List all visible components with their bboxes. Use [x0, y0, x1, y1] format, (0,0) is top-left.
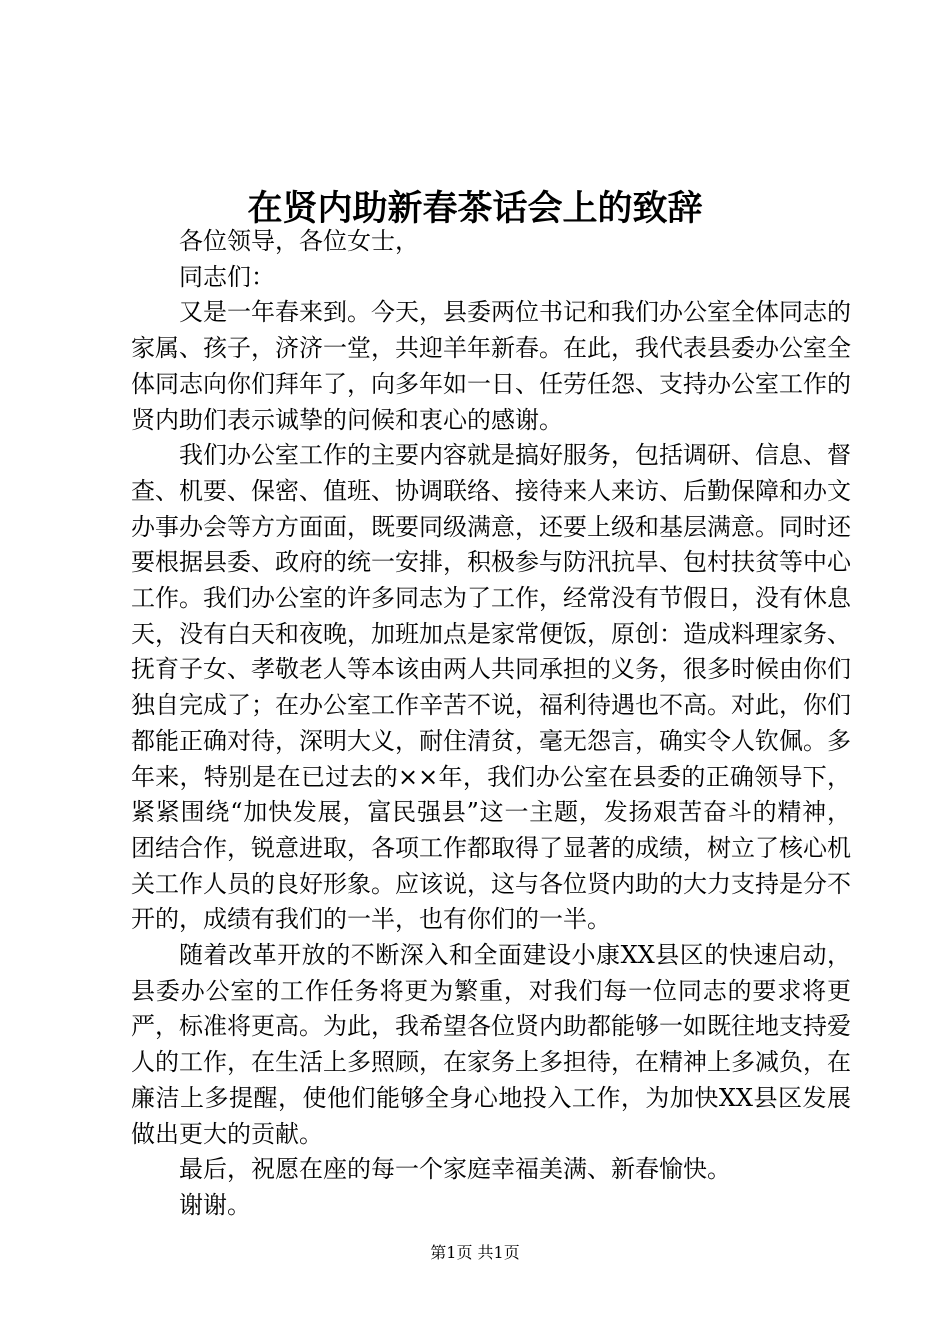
greeting-line: 同志们： [179, 262, 275, 291]
document-title: 在贤内助新春茶话会上的致辞 [247, 188, 703, 229]
body-paragraph: 我们办公室工作的主要内容就是搞好服务，包括调研、信息、督查、机要、保密、值班、协调联络、接待来人来访、后勤保障和办文办事办会等方方面面，既要同级满意，还要上级和基层满意。同时还要根据县委、政府的统一安排，积极参与防汛抗旱、包村扶贫等中心工作。我们办公室的许多同志为了工作，经常没有节假日，没有休息天，没有白天和夜晚，加班加点是家常便饭，原创：造成料理家务、抚育子女、孝敬老人等本该由两人共同承担的义务，很多时候由你们独自完成了；在办公室工作辛苦不说，福利待遇也不高。对此，你们都能正确对待，深明大义，耐住清贫，毫无怨言，确实令人钦佩。多年来，特别是在已过去的××年，我们办公室在县委的正确领导下，紧紧围绕“加快发展，富民强县”这一主题，发扬艰苦奋斗的精神，团结合作，锐意进取，各项工作都取得了显著的成绩，树立了核心机关工作人员的良好形象。应该说，这与各位贤内助的大力支持是分不开的，成绩有我们的一半，也有你们的一半。 [131, 441, 851, 934]
closing-paragraph: 最后，祝愿在座的每一个家庭幸福美满、新春愉快。 [179, 1155, 731, 1184]
greeting-line: 各位领导，各位女士， [179, 227, 419, 255]
body-paragraph: 又是一年春来到。今天，县委两位书记和我们办公室全体同志的家属、孩子，济济一堂，共迎羊年新春。在此，我代表县委办公室全体同志向你们拜年了，向多年如一日、任劳任怨、支持办公室工作的贤内助们表示诚挚的问候和衷心的感谢。 [131, 298, 851, 434]
document-body [131, 224, 851, 1224]
page-number-footer: 第1页 共1页 [430, 1243, 520, 1262]
body-paragraph: 随着改革开放的不断深入和全面建设小康XX县区的快速启动，县委办公室的工作任务将更为繁重，对我们每一位同志的要求将更严，标准将更高。为此，我希望各位贤内助都能够一如既往地支持爱人的工作，在生活上多照顾，在家务上多担待，在精神上多减负，在廉洁上多提醒，使他们能够全身心地投入工作，为加快XX县区发展做出更大的贡献。 [131, 941, 851, 1148]
closing-thanks: 谢谢。 [179, 1190, 251, 1219]
